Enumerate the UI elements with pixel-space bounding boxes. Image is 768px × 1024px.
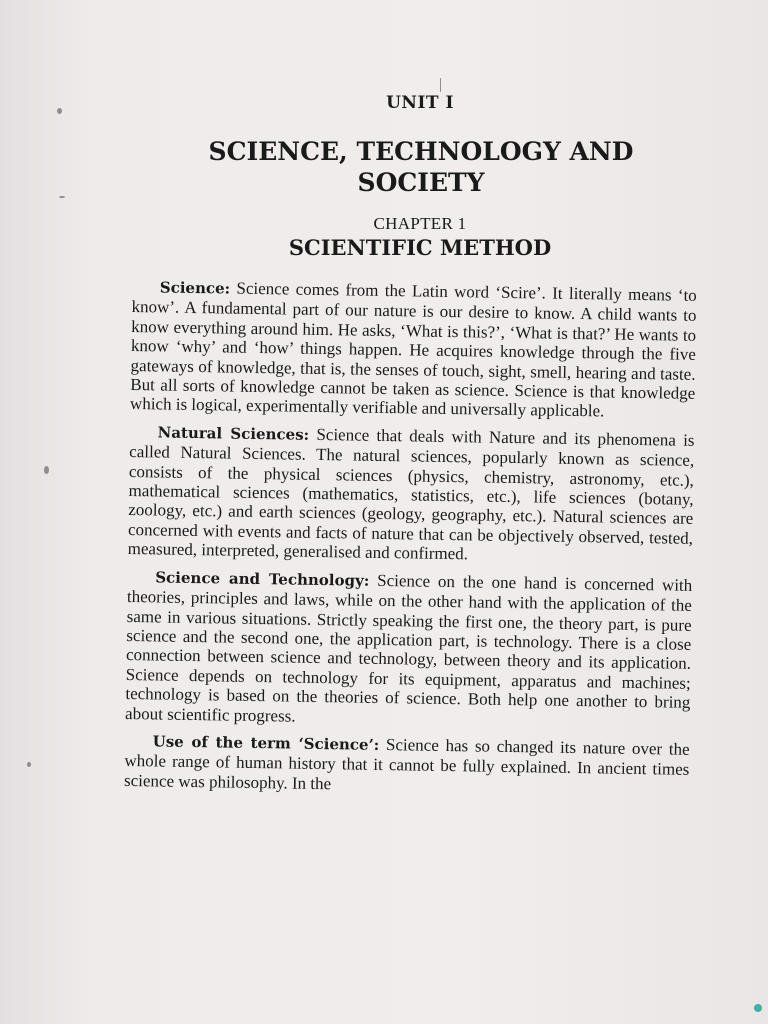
paragraph-term: Natural Sciences: <box>157 423 310 444</box>
unit-title <box>0 136 768 198</box>
scan-speck <box>27 762 31 767</box>
chapter-title: SCIENTIFIC METHOD <box>288 235 552 260</box>
paragraph-science <box>130 277 697 423</box>
unit-title-line-1: SCIENCE, TECHNOLOGY AND <box>208 137 634 166</box>
paragraph-text: Science on the one hand is concerned with theories, principles and laws, while on the other hand with the application of the same in various situations. Strictly speaking the first one, the theory part, is pure science and the second one, the application part, is technology. There is a close connection between science and technology, between theory and its application. Science depends on technology for its equipment, apparatus and machines; technology is based on the theories of science. Both help one another to bring about scientific progress. <box>125 570 693 726</box>
scan-speck <box>440 78 441 92</box>
body-text <box>124 277 697 799</box>
paragraph-term: Science and Technology: <box>155 568 370 590</box>
paragraph-text: Science comes from the Latin word ‘Scire’. It literally means ‘to know’. A fundamental part of our nature is our desire to know. A child wants to know everything around him. He asks, ‘What is this?’, ‘What is that?’ He wants to know ‘why’ and ‘how’ things happen. He acquires knowledge through the five gateways of knowledge, that is, the senses of touch, sight, smell, hearing and taste. But all sorts of knowledge cannot be taken as science. Science is that knowledge which is logical, experimentally verifiable and universally applicable. <box>129 278 697 421</box>
scanner-watermark <box>754 1004 762 1012</box>
scan-speck <box>44 466 49 474</box>
paragraph-natural-sciences <box>128 422 695 568</box>
paragraph-text: Science that deals with Nature and its phenomena is called Natural Sciences. The natural sciences, popularly known as science, consists of the physical sciences (physics, chemistry, astronomy, etc.), mathematical sciences (mathematics, statistics, etc.), life sciences (botany, zoology, etc.) and earth sciences (geology, geography, etc.). Natural sciences are concerned with events and facts of nature that can be objectively observed, tested, measured, interpreted, generalised and confirmed. <box>127 424 695 564</box>
scanner-logo-icon <box>754 1004 762 1012</box>
paragraph-term: Science: <box>159 278 231 298</box>
unit-title-line-2: SOCIETY <box>357 168 485 197</box>
paragraph-use-of-term-science <box>124 731 690 799</box>
scan-speck <box>57 108 62 114</box>
paragraph-science-and-technology <box>125 567 692 732</box>
paragraph-term: Use of the term ‘Science’: <box>152 732 380 754</box>
unit-label: UNIT I <box>386 93 454 113</box>
paragraph-text: Science has so changed its nature over the whole range of human history that it cannot be fully explained. In ancient times science was philosophy. In the <box>123 734 690 793</box>
scan-speck <box>59 196 65 198</box>
chapter-label: CHAPTER 1 <box>373 214 467 233</box>
